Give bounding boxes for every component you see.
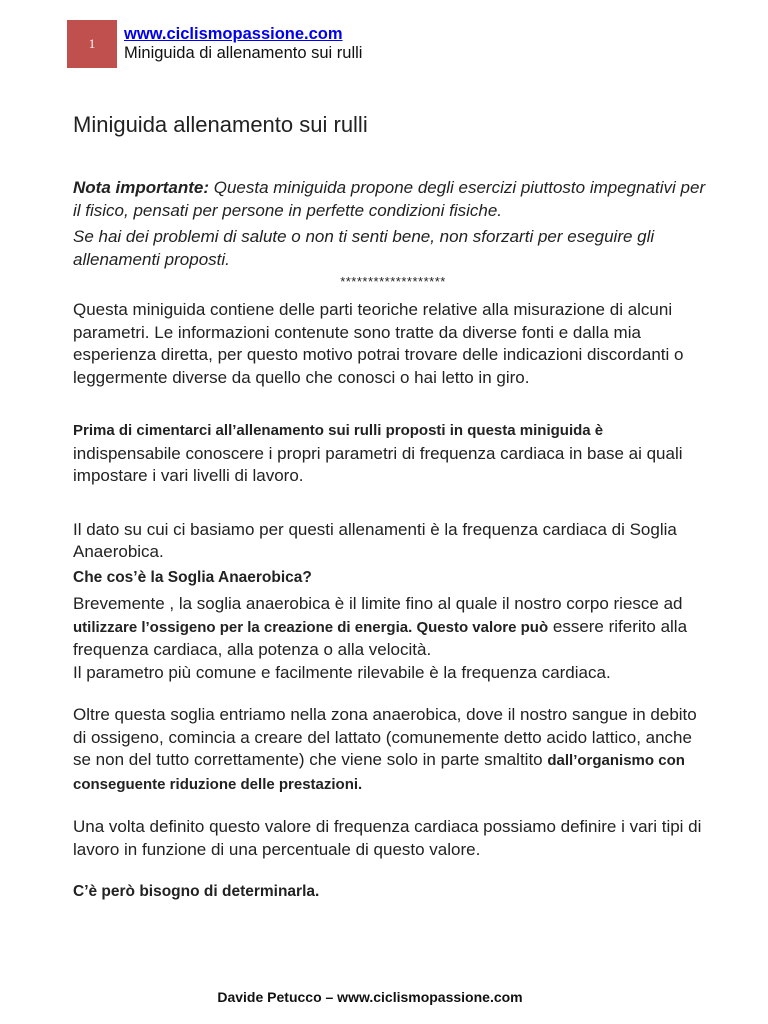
page-header <box>124 25 362 63</box>
page-number: 1 <box>88 36 96 51</box>
document-body <box>73 111 713 904</box>
definition-bold: utilizzare l’ossigeno per la creazione di energia. Questo valore può <box>73 618 549 636</box>
note-text-1: Questa miniguida propone degli esercizi piuttosto impegnativi per il fisico, pensati per persone in perfette condizioni fisiche. <box>73 178 706 220</box>
section-subheading: Che cos’è la Soglia Anaerobica? <box>73 568 312 586</box>
anaerobic-paragraph <box>73 704 713 796</box>
definition-text-a: Brevemente , la soglia anaerobica è il limite fino al quale il nostro corpo riesce ad <box>73 594 683 613</box>
site-link[interactable]: www.ciclismopassione.com <box>124 25 343 43</box>
page-footer: Davide Petucco – www.ciclismopassione.com <box>217 989 523 1005</box>
prerequisite-rest: indispensabile conoscere i propri parametri di frequenza cardiaca in base ai quali impostare i vari livelli di lavoro. <box>73 443 683 485</box>
important-note <box>73 177 713 271</box>
note-paragraph-2: Se hai dei problemi di salute o non ti senti bene, non sforzarti per eseguire gli allenamenti proposti. <box>73 227 655 269</box>
definition-text-c: Il parametro più comune e facilmente rilevabile è la frequenza cardiaca. <box>73 662 611 682</box>
note-label: Nota importante: <box>73 178 209 197</box>
closing-line: C’è però bisogno di determinarla. <box>73 883 320 900</box>
note-paragraph-1 <box>73 177 713 222</box>
prerequisite-bold: Prima di cimentarci all’allenamento sui rulli proposti in questa miniguida è <box>73 422 604 439</box>
separator-stars: ******************* <box>340 274 446 289</box>
anaerobic-bold: dall’organismo con conseguente riduzione delle prestazioni. <box>73 752 685 793</box>
page-number-badge <box>67 20 117 68</box>
prerequisite-paragraph <box>73 419 713 488</box>
header-subtitle: Miniguida di allenamento sui rulli <box>124 44 363 62</box>
intro-paragraph: Questa miniguida contiene delle parti teoriche relative alla misurazione di alcuni parametri. Le informazioni contenute sono tratte da diverse fonti e dalla mia esperienza diretta, per questo motivo potrai trovare delle indicazioni discordanti o leggermente diverse da quello che conosci o hai letto in giro. <box>73 300 684 387</box>
work-types-paragraph: Una volta definito questo valore di frequenza cardiaca possiamo definire i vari tipi di lavoro in funzione di una percentuale di questo valore. <box>73 817 702 859</box>
definition-text-b: essere riferito alla frequenza cardiaca, alla potenza o alla velocità. <box>73 616 688 659</box>
definition-paragraph <box>73 593 713 684</box>
document-title: Miniguida allenamento sui rulli <box>73 112 368 137</box>
threshold-paragraph: Il dato su cui ci basiamo per questi allenamenti è la frequenza cardiaca di Soglia Anaerobica. <box>73 519 677 561</box>
anaerobic-text: Oltre questa soglia entriamo nella zona anaerobica, dove il nostro sangue in debito di ossigeno, comincia a creare del lattato (comunemente detto acido lattico, anche se non del tutto correttamente) che viene solo in parte smaltito <box>73 705 697 769</box>
